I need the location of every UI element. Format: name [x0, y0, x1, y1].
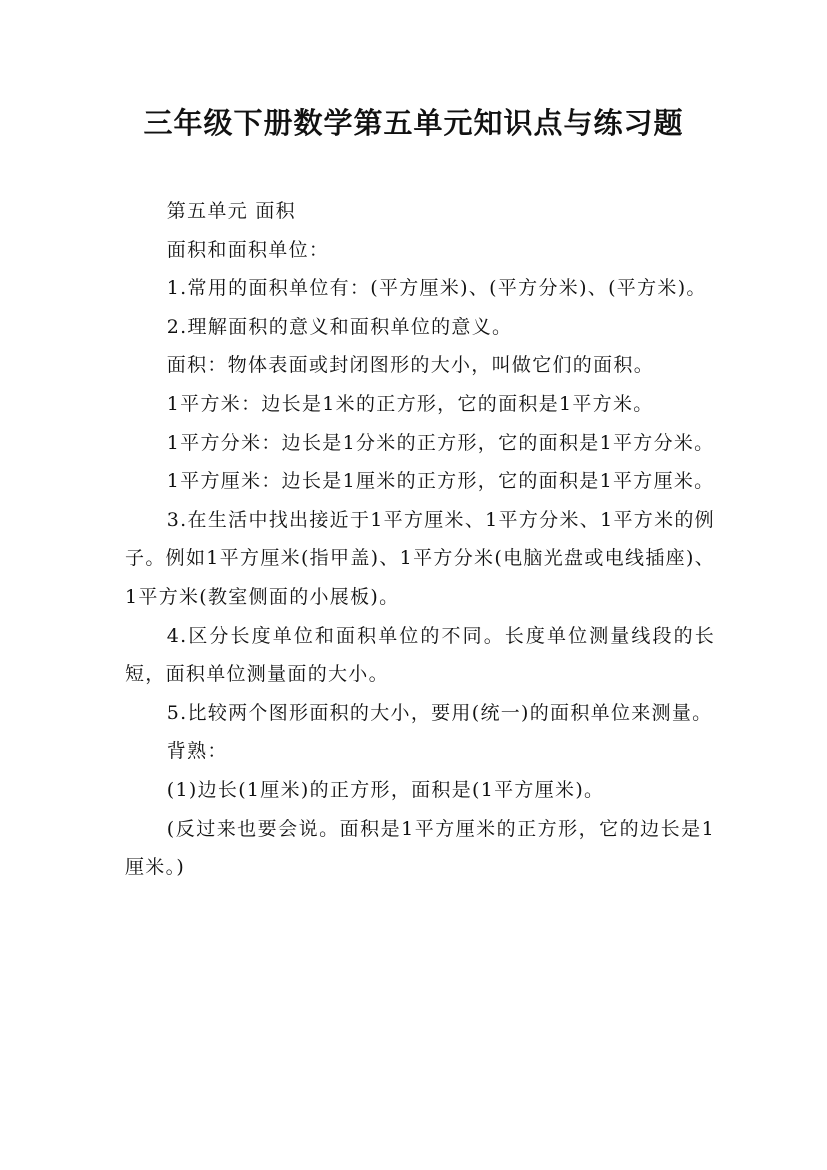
document-title: 三年级下册数学第五单元知识点与练习题: [143, 106, 684, 140]
paragraph-point-2: 2.理解面积的意义和面积单位的意义。: [166, 315, 513, 338]
paragraph-square-decimeter: 1平方分米：边长是1分米的正方形，它的面积是1平方分米。: [166, 431, 715, 454]
paragraph-point-5: 5.比较两个图形面积的大小，要用(统一)的面积单位来测量。: [166, 701, 713, 724]
paragraph-point-3: 3.在生活中找出接近于1平方厘米、1平方分米、1平方米的例子。例如1平方厘米(指甲盖)、1平方分米(电脑光盘或电线插座)、1平方米(教室侧面的小展板)。: [125, 508, 715, 608]
paragraph-memorize-note: (反过来也要会说。面积是1平方厘米的正方形，它的边长是1厘米。): [125, 817, 715, 879]
paragraph-point-1: 1.常用的面积单位有：(平方厘米)、(平方分米)、(平方米)。: [166, 277, 707, 300]
paragraph-memorize-heading: 背熟：: [166, 740, 228, 763]
paragraph-point-4: 4.区分长度单位和面积单位的不同。长度单位测量线段的长短，面积单位测量面的大小。: [125, 624, 715, 686]
paragraph-unit-heading: 第五单元 面积: [166, 200, 296, 222]
paragraph-section-heading: 面积和面积单位：: [166, 238, 330, 261]
paragraph-memorize-1: (1)边长(1厘米)的正方形，面积是(1平方厘米)。: [166, 778, 605, 801]
paragraph-square-meter: 1平方米：边长是1米的正方形，它的面积是1平方米。: [166, 392, 654, 415]
document-body: [125, 192, 715, 887]
paragraph-area-definition: 面积：物体表面或封闭图形的大小，叫做它们的面积。: [166, 354, 654, 377]
paragraph-square-centimeter: 1平方厘米：边长是1厘米的正方形，它的面积是1平方厘米。: [166, 470, 715, 493]
